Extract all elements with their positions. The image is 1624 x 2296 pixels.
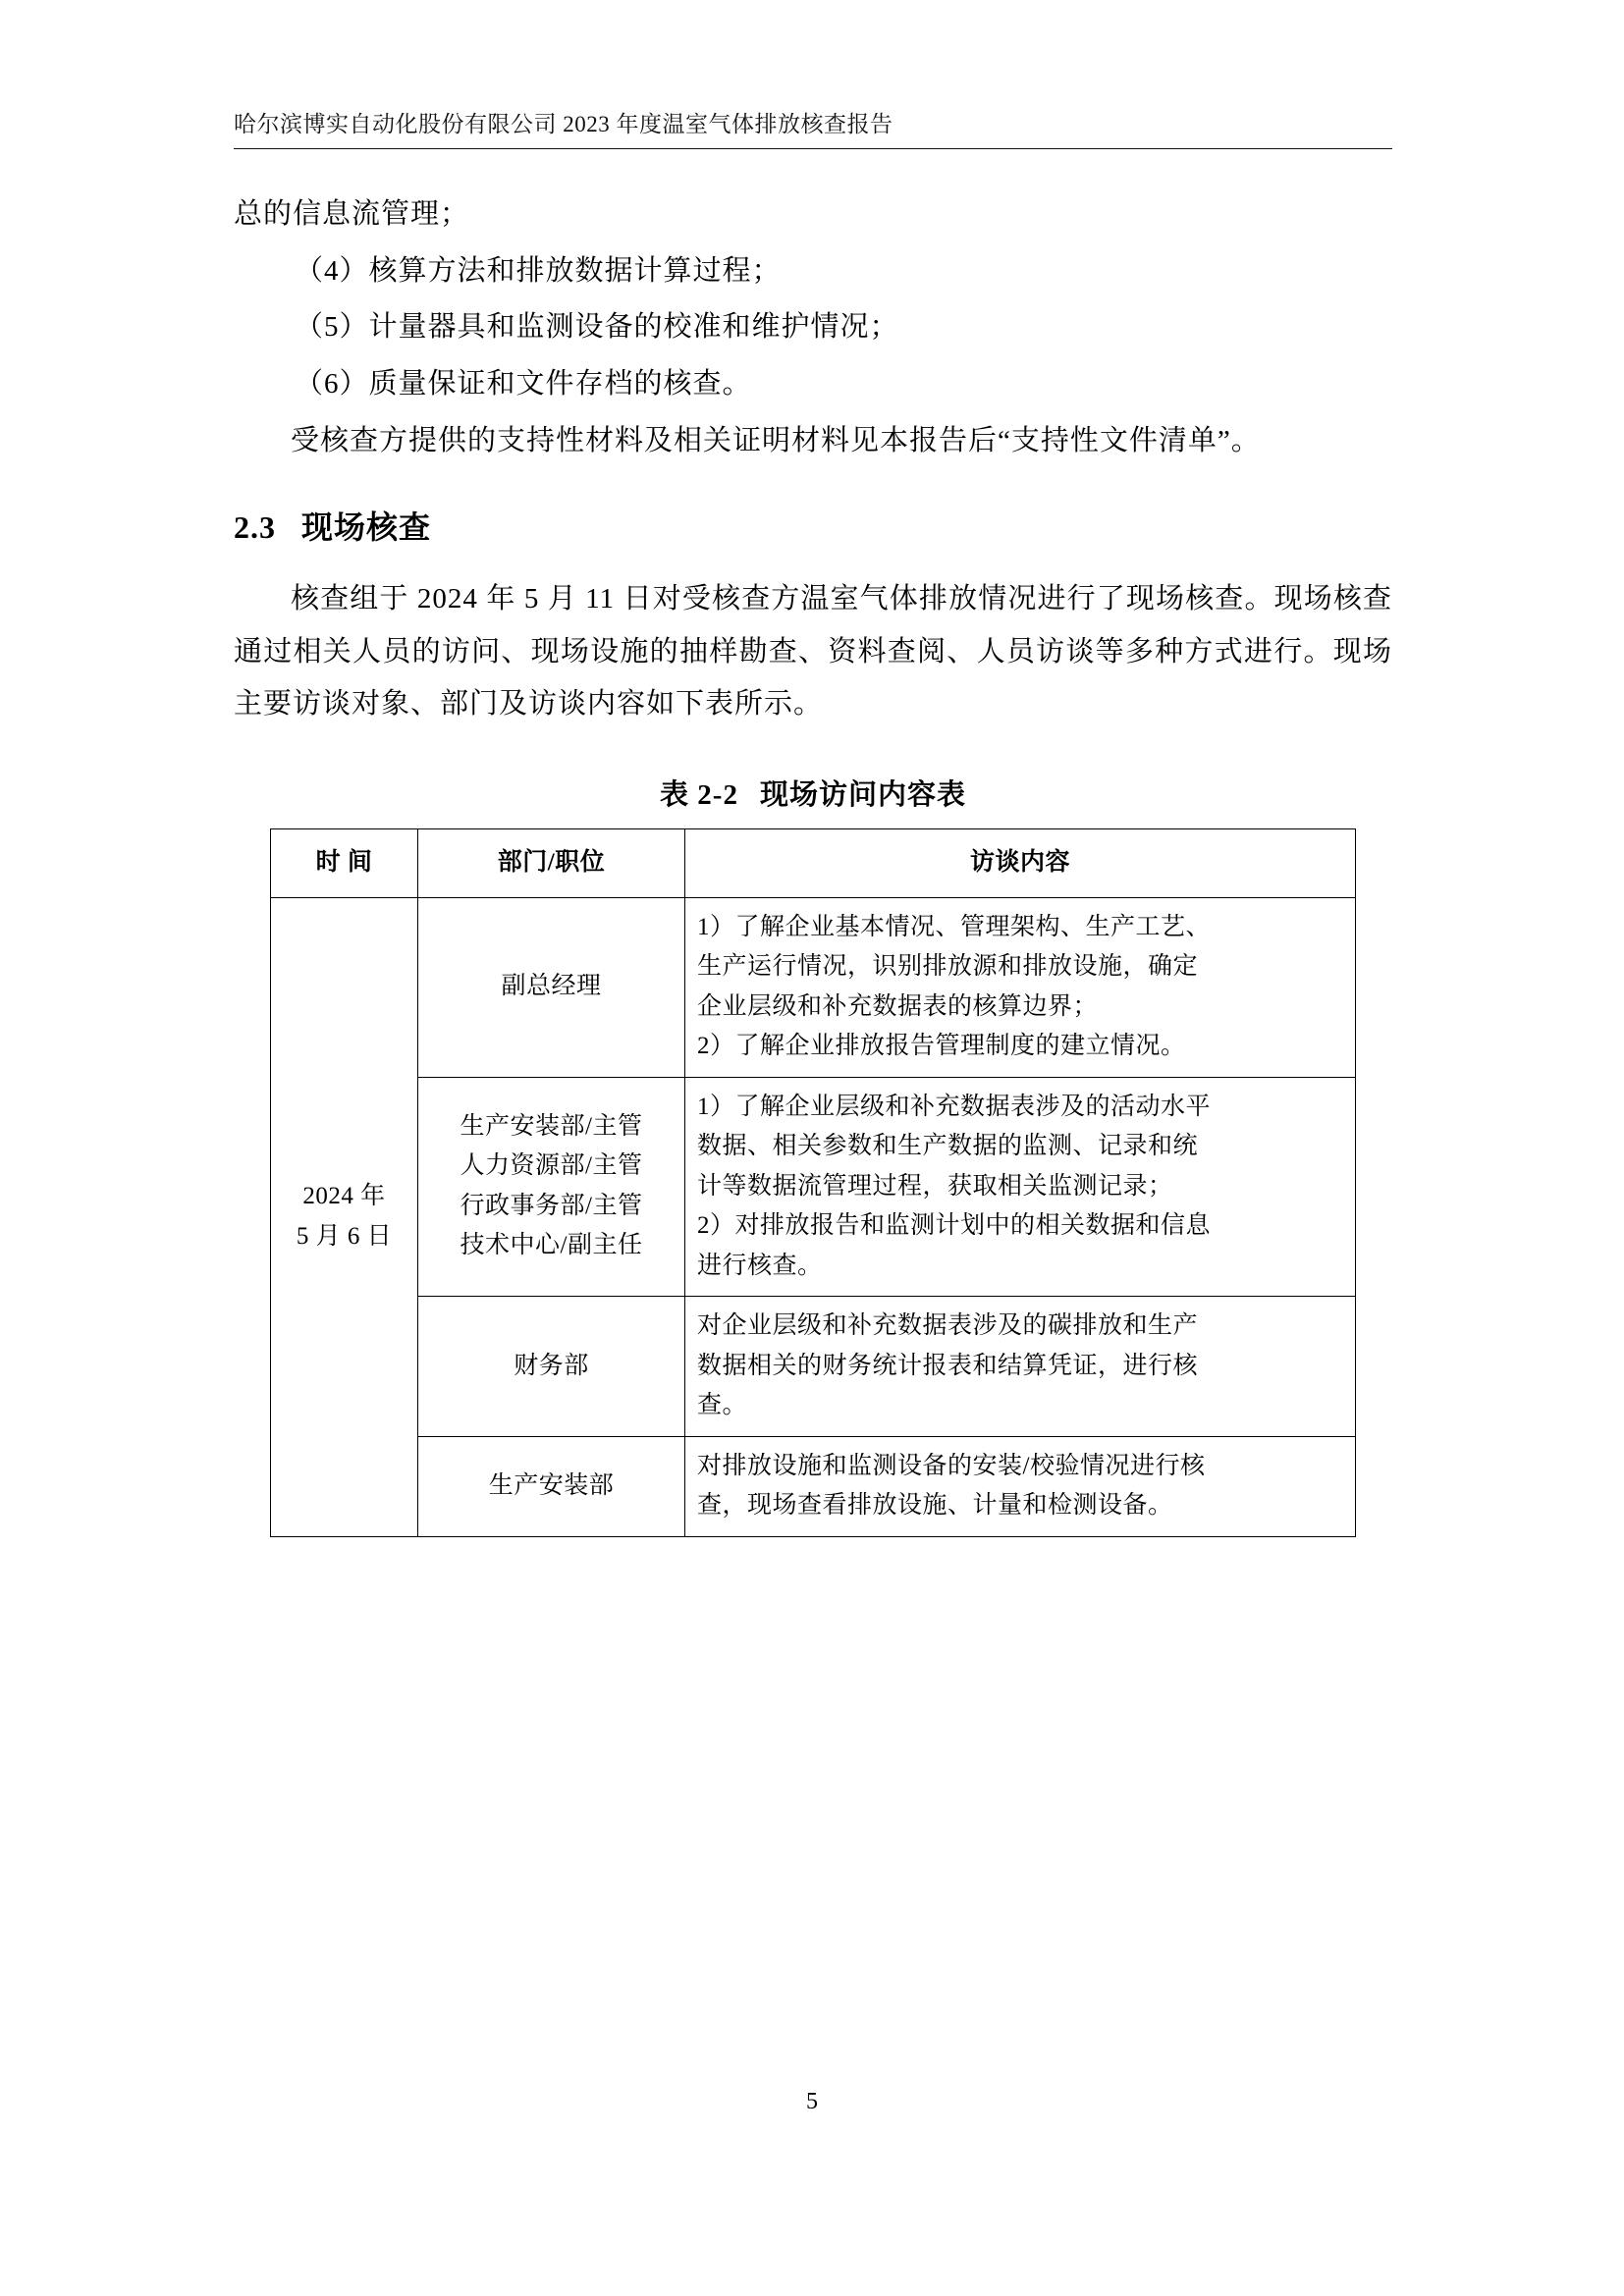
section-title: 现场核查: [301, 509, 432, 546]
content-line: 企业层级和补充数据表的核算边界；: [697, 992, 1099, 1020]
dept-line: 生产安装部/主管: [460, 1112, 643, 1140]
interview-content-table: [270, 828, 1356, 1537]
page-content: [234, 106, 1392, 1537]
cell-content: [685, 897, 1356, 1077]
document-header: 哈尔滨博实自动化股份有限公司 2023 年度温室气体排放核查报告: [234, 112, 893, 136]
dept-line: 人力资源部/主管: [460, 1152, 643, 1180]
cell-department: [418, 1297, 685, 1437]
section-number: 2.3: [234, 509, 276, 546]
dept-line: 技术中心/副主任: [460, 1232, 643, 1259]
list-item-6: （6）质量保证和文件存档的核查。: [295, 367, 752, 400]
cell-content: [685, 1297, 1356, 1437]
table-caption-number: 表 2-2: [660, 779, 738, 812]
table-header-row: [271, 829, 1356, 898]
header-divider: [234, 148, 1392, 149]
time-line-1: 2024 年: [302, 1183, 386, 1210]
content-line: 查，现场查看排放设施、计量和检测设备。: [697, 1492, 1173, 1520]
content-line: 生产运行情况，识别排放源和排放设施，确定: [697, 953, 1199, 981]
content-line: 对企业层级和补充数据表涉及的碳排放和生产: [697, 1312, 1199, 1340]
content-line: 2）了解企业排放报告管理制度的建立情况。: [697, 1033, 1186, 1060]
cell-department: [418, 1436, 685, 1536]
table-caption: [234, 773, 1392, 813]
cell-department: [418, 1077, 685, 1297]
table-caption-title: 现场访问内容表: [759, 779, 966, 812]
paragraph-top: 总的信息流管理；: [234, 198, 470, 230]
section-heading-2-3: [234, 503, 1392, 548]
list-item-5: （5）计量器具和监测设备的校准和维护情况；: [295, 311, 899, 344]
column-header-time: 时 间: [271, 829, 418, 898]
content-line: 数据相关的财务统计报表和结算凭证，进行核: [697, 1352, 1199, 1379]
content-line: 2）对排放报告和监测计划中的相关数据和信息: [697, 1212, 1212, 1240]
dept-line: 生产安装部: [488, 1471, 615, 1499]
cell-content: [685, 1436, 1356, 1536]
column-header-content: 访谈内容: [685, 829, 1356, 898]
content-line: 进行核查。: [697, 1252, 823, 1279]
content-line: 1）了解企业基本情况、管理架构、生产工艺、: [697, 913, 1212, 940]
page-number: 5: [806, 2089, 818, 2114]
paragraph-support-materials: 受核查方提供的支持性材料及相关证明材料见本报告后“支持性文件清单”。: [291, 424, 1261, 456]
column-header-department: 部门/职位: [418, 829, 685, 898]
content-line: 数据、相关参数和生产数据的监测、记录和统: [697, 1133, 1199, 1160]
cell-time: [271, 897, 418, 1536]
content-line: 查。: [697, 1392, 748, 1419]
dept-line: 副总经理: [501, 973, 602, 1000]
paragraph-site-verification: 核查组于 2024 年 5 月 11 日对受核查方温室气体排放情况进行了现场核查。现场核查通过相关人员的访问、现场设施的抽样勘查、资料查阅、人员访谈等多种方式进行。现场主要访谈对象、部门及访谈内容如下表所示。: [234, 583, 1392, 721]
cell-department: [418, 897, 685, 1077]
content-line: 对排放设施和监测设备的安装/校验情况进行核: [697, 1452, 1206, 1479]
cell-content: [685, 1077, 1356, 1297]
content-line: 计等数据流管理过程，获取相关监测记录；: [697, 1172, 1173, 1200]
content-line: 1）了解企业层级和补充数据表涉及的活动水平: [697, 1093, 1212, 1120]
table-row: [271, 897, 1356, 1077]
list-item-4: （4）核算方法和排放数据计算过程；: [295, 254, 782, 287]
table-row: [271, 1297, 1356, 1437]
dept-line: 行政事务部/主管: [460, 1192, 643, 1219]
table-row: [271, 1436, 1356, 1536]
dept-line: 财务部: [514, 1352, 589, 1379]
time-line-2: 5 月 6 日: [296, 1222, 393, 1250]
table-row: [271, 1077, 1356, 1297]
